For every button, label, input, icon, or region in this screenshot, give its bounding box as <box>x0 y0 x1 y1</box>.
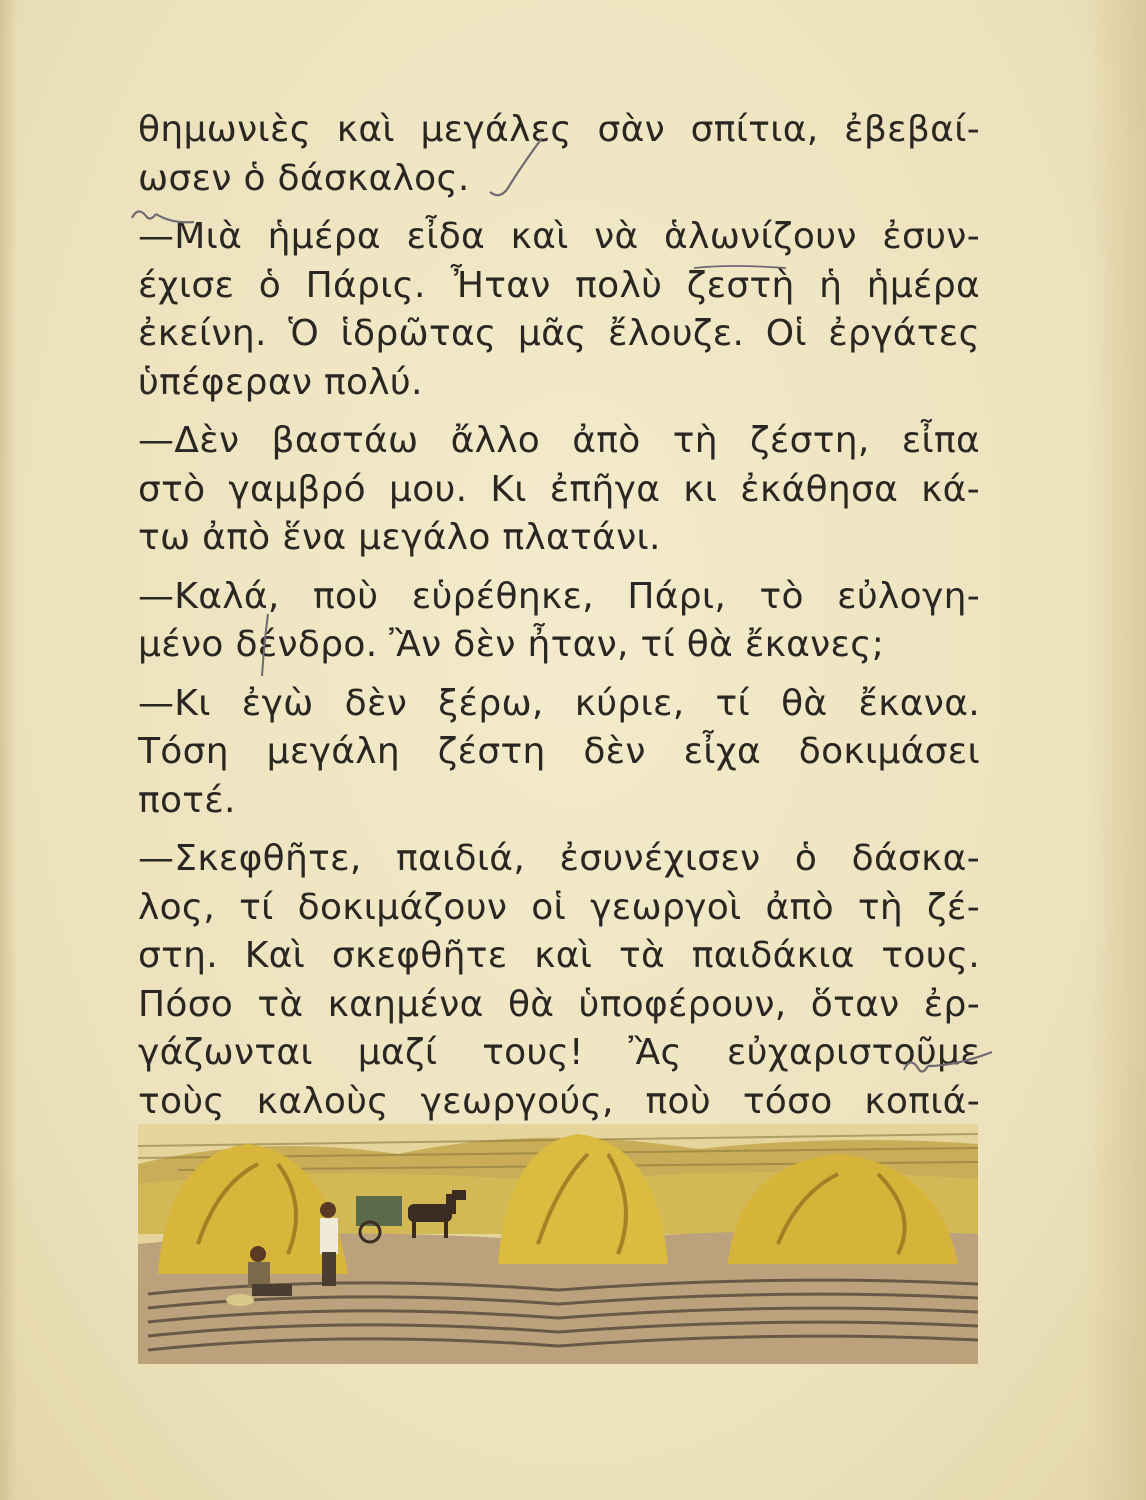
text-line: —Καλά, ποὺ εὑρέθηκε, Πάρι, τὸ εὐλογη- <box>138 575 980 617</box>
paragraph-4 <box>138 573 980 670</box>
text-line: Πόσο τὰ καημένα θὰ ὑποφέρουν, ὅταν ἐρ- <box>138 983 980 1025</box>
text-line: μένο δένδρο. Ἂν δὲν ἦταν, τί θὰ ἔκανες; <box>138 624 885 665</box>
text-line: ωσεν ὁ δάσκαλος. <box>138 157 470 199</box>
paragraph-5 <box>138 680 980 826</box>
text-line: ὑπέφεραν πολύ. <box>138 361 423 403</box>
text-line: —Κι ἐγὼ δὲν ξέρω, κύριε, τί θὰ ἔκανα. <box>138 682 980 724</box>
paragraph-2 <box>138 213 980 407</box>
text-line: —Σκεφθῆτε, παιδιά, ἐσυνέχισεν ὁ δάσκα- <box>138 838 980 879</box>
paragraph-3 <box>138 417 980 563</box>
text-line: γάζωνται μαζί τους! Ἂς εὐχαριστοῦμε <box>138 1032 980 1073</box>
text-line: ποτέ. <box>138 779 236 821</box>
page-edge-shadow <box>1086 0 1146 1500</box>
text-line: στη. Καὶ σκεφθῆτε καὶ τὰ παιδάκια τους. <box>138 935 980 976</box>
text-line: λος, τί δοκιμάζουν οἱ γεωργοὶ ἀπὸ τὴ ζέ- <box>138 886 980 928</box>
text-line: τοὺς καλοὺς γεωργούς, ποὺ τόσο κοπιά- <box>138 1080 980 1122</box>
text-line: στὸ γαμβρό μου. Κι ἐπῆγα κι ἐκάθησα κά- <box>138 468 980 510</box>
page-gutter-shadow <box>0 0 18 1500</box>
text-line: —Δὲν βαστάω ἄλλο ἀπὸ τὴ ζέστη, εἶπα <box>138 420 980 461</box>
text-block <box>138 106 980 1185</box>
harvest-haystacks-illustration <box>138 1124 978 1364</box>
text-line: —Μιὰ ἡμέρα εἶδα καὶ νὰ ἁλωνίζουν ἐσυν- <box>138 216 980 257</box>
text-line: ἐκείνη. Ὁ ἱδρῶτας μᾶς ἔλουζε. Οἱ ἐργάτες <box>138 313 980 354</box>
paragraph-1 <box>138 106 980 203</box>
text-line: Τόση μεγάλη ζέστη δὲν εἶχα δοκιμάσει <box>138 731 980 772</box>
text-line: θημωνιὲς καὶ μεγάλες σὰν σπίτια, ἐβεβαί- <box>138 109 980 150</box>
text-line: τω ἀπὸ ἕνα μεγάλο πλατάνι. <box>138 517 661 558</box>
text-line: έχισε ὁ Πάρις. Ἦταν πολὺ ζεστὴ ἡ ἡμέρα <box>138 264 980 306</box>
